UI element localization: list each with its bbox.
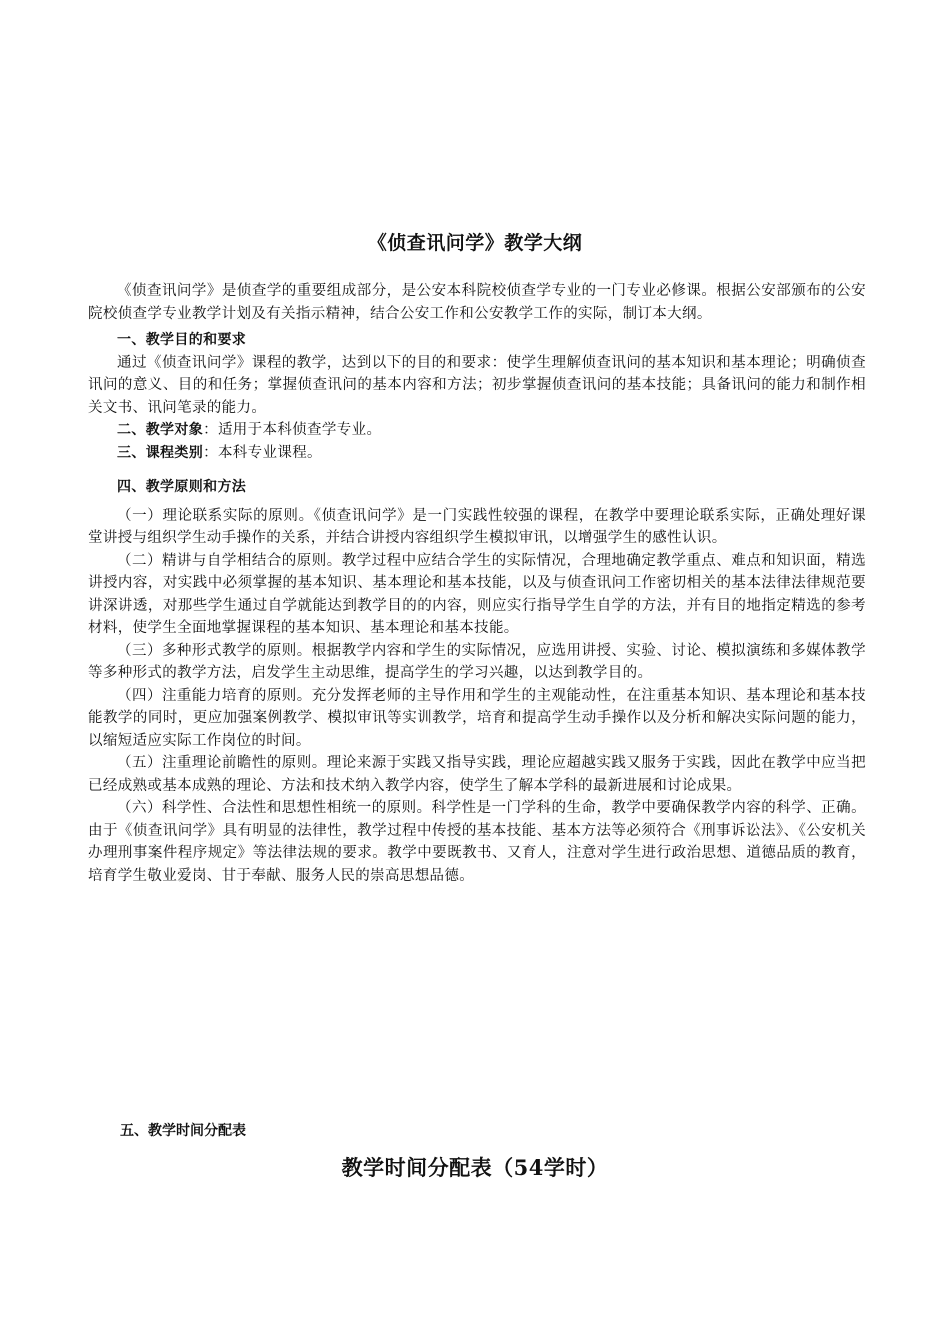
document-title: 《侦查讯问学》教学大纲 xyxy=(367,232,583,254)
table-title: 教学时间分配表（54学时） xyxy=(341,1155,609,1180)
principle-6-paragraph: （六）科学性、合法性和思想性相统一的原则。科学性是一门学科的生命，教学中要确保教学内容的科学、正确。由于《侦查讯问学》具有明显的法律性，教学过程中传授的基本技能、基本方法等必须符合《刑事诉讼法》、《公安机关办理刑事案件程序规定》等法律法规的要求。教学中要既教书、又育人，注意对学生进行政治思想、道德品质的教育，培育学生敬业爱岗、甘于奉献、服务人民的崇高思想品德。 xyxy=(88,800,866,884)
section-3-label: 三、课程类别 xyxy=(117,444,204,461)
document-body xyxy=(88,280,866,887)
principle-5-paragraph: （五）注重理论前瞻性的原则。理论来源于实践又指导实践，理论应超越实践又服务于实践，因此在教学中应当把已经成熟或基本成熟的理论、方法和技术纳入教学内容，使学生了解本学科的最新进展和讨论成果。 xyxy=(88,755,866,794)
section-5-heading: 五、教学时间分配表 xyxy=(120,1123,246,1139)
section-1-paragraph: 通过《侦查讯问学》课程的教学，达到以下的目的和要求：使学生理解侦查讯问的基本知识和基本理论；明确侦查讯问的意义、目的和任务；掌握侦查讯问的基本内容和方法；初步掌握侦查讯问的基本技能；具备讯问的能力和制作相关文书、讯问笔录的能力。 xyxy=(88,354,866,416)
section-1-heading xyxy=(88,329,866,352)
section-3-line xyxy=(88,442,866,465)
section-4-heading xyxy=(88,476,866,499)
section-2-text: ：适用于本科侦查学专业。 xyxy=(203,422,382,438)
intro-paragraph: 《侦查讯问学》是侦查学的重要组成部分，是公安本科院校侦查学专业的一门专业必修课。根据公安部颁布的公安院校侦查学专业教学计划及有关指示精神，结合公安工作和公安教学工作的实际，制订本大纲。 xyxy=(88,283,866,322)
section-4-heading-text: 四、教学原则和方法 xyxy=(117,479,247,495)
principle-1-paragraph: （一）理论联系实际的原则。《侦查讯问学》是一门实践性较强的课程，在教学中要理论联系实际，正确处理好课堂讲授与组织学生动手操作的关系，并结合讲授内容组织学生模拟审讯，以增强学生的感性认识。 xyxy=(88,507,866,546)
principle-3-paragraph: （三）多种形式教学的原则。根据教学内容和学生的实际情况，应选用讲授、实验、讨论、模拟演练和多媒体教学等多种形式的教学方法，启发学生主动思维，提高学生的学习兴趣，以达到教学目的。 xyxy=(88,642,866,681)
section-3-text: ：本科专业课程。 xyxy=(203,444,322,461)
principle-4-paragraph: （四）注重能力培育的原则。充分发挥老师的主导作用和学生的主观能动性，在注重基本知识、基本理论和基本技能教学的同时，更应加强案例教学、模拟审讯等实训教学，培育和提高学生动手操作以及分析和解决实际问题的能力，以缩短适应实际工作岗位的时间。 xyxy=(88,687,866,749)
principle-2-paragraph: （二）精讲与自学相结合的原则。教学过程中应结合学生的实际情况，合理地确定教学重点、难点和知识面，精选讲授内容，对实践中必须掌握的基本知识、基本理论和基本技能，以及与侦查讯问工作密切相关的基本法律法律规范要讲深讲透，对那些学生通过自学就能达到教学目的的内容，则应实行指导学生自学的方法，并有目的地指定精选的参考材料，使学生全面地掌握课程的基本知识、基本理论和基本技能。 xyxy=(88,552,866,636)
section-2-line xyxy=(88,419,866,442)
section-1-heading-text: 一、教学目的和要求 xyxy=(117,332,247,348)
section-2-label: 二、教学对象 xyxy=(117,422,204,438)
